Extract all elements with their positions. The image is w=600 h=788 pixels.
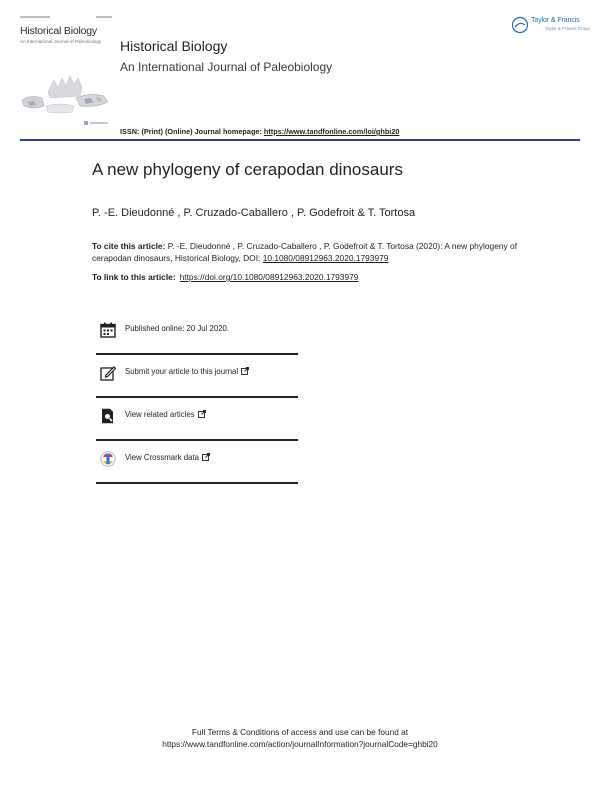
citation-block [92,240,552,264]
action-divider [96,482,298,484]
publisher-tagline: Taylor & Francis Group [545,26,590,31]
edit-icon [100,365,116,381]
article-doi-url[interactable]: https://doi.org/10.1080/08912963.2020.1793979 [179,272,359,282]
footer-terms-link[interactable]: https://www.tandfonline.com/action/journalInformation?journalCode=ghbi20 [162,738,438,749]
view-crossmark-button[interactable] [96,441,298,482]
article-link-line [92,272,358,282]
doi-link[interactable]: 10.1080/08912963.2020.1793979 [262,253,389,263]
published-info [96,312,298,353]
submit-article-label [125,367,249,376]
publisher-logo[interactable] [511,16,590,38]
cover-title: Historical Biology [20,25,97,37]
link-label: To link to this article: [92,272,176,282]
view-crossmark-text: View Crossmark data [125,453,199,462]
journal-homepage-link[interactable]: https://www.tandfonline.com/loi/ghbi20 [263,127,400,136]
external-link-icon [241,367,249,375]
external-link-icon [198,410,206,418]
footer-terms [0,727,600,750]
view-related-button[interactable] [96,398,298,439]
publisher-name: Taylor & Francis [531,17,580,24]
view-crossmark-label [125,453,210,462]
cover-publisher-logo [84,120,108,126]
external-link-icon [202,453,210,461]
article-authors: P. -E. Dieudonné , P. Cruzado-Caballero , P. Godefroit & T. Tortosa [92,207,416,219]
cite-label: To cite this article: [92,241,166,251]
view-related-text: View related articles [125,410,195,419]
footer-terms-text: Full Terms & Conditions of access and use can be found at [191,727,409,737]
published-date: Published online: 20 Jul 2020. [125,324,230,333]
journal-cover [20,16,112,132]
cite-text: P. -E. Dieudonné , P. Cruzado-Caballero , P. Godefroit & T. Tortosa (2020): A new phylogeny of cerapodan dinosaurs, Historical Biology, DOI: [92,241,518,263]
submit-article-button[interactable] [96,355,298,396]
journal-name: Historical Biology [120,38,228,54]
crossmark-icon [100,451,116,467]
cover-top-rule [20,16,112,22]
cover-subtitle: An International Journal of Paleobiology [20,39,102,44]
calendar-icon [100,322,116,338]
header-divider [20,139,580,141]
submit-article-text: Submit your article to this journal [125,367,239,376]
issn-line [120,127,399,136]
article-title: A new phylogeny of cerapodan dinosaurs [92,160,403,179]
journal-subtitle: An International Journal of Paleobiology [120,60,333,74]
document-search-icon [100,408,116,424]
view-related-label [125,410,206,419]
publisher-emblem-icon [511,16,529,34]
article-actions [96,312,298,484]
issn-label: ISSN: (Print) (Online) Journal homepage: [120,127,262,136]
